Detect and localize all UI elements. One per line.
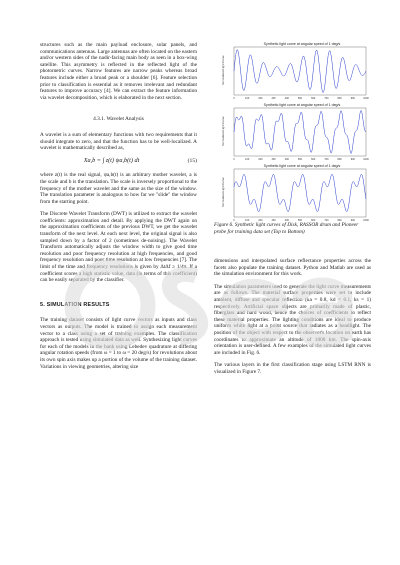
x-tick-label: 0 (233, 219, 235, 222)
figure-svg (220, 40, 370, 220)
x-tick-label: 100 (245, 219, 250, 222)
paragraph: The Discrete Wavelet Transform (DWT) is utilized to extract the wavelet coefficients: approximation and detail. By applying the DWT again on the approximation coefficients of the previous DWT, we get the wavelet transform of the next level. At each next level, the original signal is also sampled down by a factor of 2 (sometimes de-noising). The Wavelet Transform automatically adjusts the window width to give good time resolution and poor frequency resolution at high frequencies, and good frequency resolution and poor time resolution at low frequencies [7]. The limit of the time and frequency resolutions is given by ΔtΔf ≥ 1/4π. If a coefficient scores a high statistic value, data (in terms of this coefficient) can be easily separated by the classifier. (40, 211, 197, 284)
figure-light-curves (220, 40, 370, 235)
paragraph: structures such as the main payload enclosure, solar panels, and communications antennas. Large antennas are often located on the eastern and/or western sides of the nadir-facing main body as seen in a box-wing satellite. This asymmetry is reflected in the reflected light of the photometric curves. Narrow features are narrow peaks whereas broad features include either a broad peak or a shoulder [6]. Feature selection prior to classification is essential as it removes irrelevant and redundant features to improve accuracy [4]. We can extract the feature information via wavelet decomposition, which is elaborated in the next section. (40, 42, 197, 101)
equation-number: (15) (187, 157, 197, 164)
paragraph: The various layers in the first classification stage using LSTM RNN is visualized in Figure 7. (214, 362, 371, 375)
x-tick-label: 500 (297, 158, 303, 161)
equation: Xa,b = ∫ z(t) ψa,b(t) dt (83, 156, 140, 164)
light-curve-line (234, 50, 366, 93)
light-curve-line (234, 174, 366, 211)
x-tick-label: 500 (297, 219, 303, 222)
y-axis-label: Normalized Light Curve (221, 116, 225, 146)
x-tick-label: 400 (284, 97, 289, 100)
x-tick-label: 100 (245, 158, 250, 161)
x-tick-label: 600 (311, 97, 316, 100)
x-tick-label: 300 (271, 97, 276, 100)
x-tick-label: 200 (258, 219, 263, 222)
x-tick-label: 800 (337, 219, 342, 222)
panel-title: Synthetic light curve at angular speed of 1 deg/s (263, 103, 341, 107)
subsection-title: 4.3.1. Wavelet Analysis (93, 116, 144, 123)
panel-title: Synthetic light curve at angular speed of 1 deg/s (263, 164, 341, 168)
x-tick-label: 800 (337, 97, 342, 100)
left-column (40, 42, 197, 376)
x-tick-label: 200 (258, 97, 263, 100)
x-tick-label: 400 (284, 219, 289, 222)
x-tick-label: 400 (284, 158, 289, 161)
paragraph: dimensions and interpolated surface reflectance properties across the facets also populate the training dataset. Python and Matlab are used as the simulation environment for this work. (214, 258, 371, 278)
x-tick-label: 0 (233, 97, 235, 100)
paragraph: A wavelet is a sum of elementary functions with two requirements that it should integrate to zero, and that the function has to be well-localized. A wavelet is mathematically described as, (40, 131, 197, 152)
x-tick-label: 600 (311, 158, 316, 161)
x-tick-label: 1000 (363, 97, 369, 100)
x-tick-label: 900 (350, 97, 355, 100)
plot-frame (234, 169, 366, 217)
x-ticks (233, 158, 369, 161)
x-tick-label: 700 (324, 219, 329, 222)
paragraph: The simulation parameters used to generate the light curve measurements are as follows. The material surface properties were set to include ambient, diffuse and specular reflection (ka = 0.8, kd = 0.1, ks = 1) respectively. Artificial space objects are primarily made of plastic, fiberglass and hard wood, hence the choices of coefficients to reflect these material properties. The lighting conditions are ideal to produce uniform white light at a point source that radiates as a headlight. The position of the object with respect to the observer's location on earth has coordinates to approximate an altitude of 1000 km. The spin-axis orientation is user-defined. A few examples of the simulated light curves are included in Fig. 6. (214, 283, 371, 356)
y-axis-label: Normalized Light Curve (221, 55, 225, 85)
x-tick-label: 0 (233, 158, 235, 161)
x-tick-label: 100 (245, 97, 250, 100)
x-tick-label: 200 (258, 158, 263, 161)
light-curve-panel (221, 103, 369, 161)
light-curve-panel (221, 42, 369, 100)
right-column (214, 258, 371, 382)
x-tick-label: 700 (324, 158, 329, 161)
x-tick-label: 900 (350, 158, 355, 161)
x-tick-label: 800 (337, 158, 342, 161)
x-ticks (233, 97, 369, 100)
x-tick-label: 900 (350, 219, 355, 222)
section-title: 5. SIMULATION RESULTS (40, 301, 110, 308)
paragraph: The training dataset consists of light curve vectors as inputs and class vectors as outputs. The model is trained to assign each measurement vector to a class using a set of training examples. The classification approach is tested using simulated data as well. Synthesizing light curves for each of the models in the bank using Lebedev quadrature at differing angular rotation speeds (from ω = 1 to ω = 20 deg/s) for revolutions about its own spin axis makes up a portion of the volume of the training dataset. Variations in viewing geometries, altering size (40, 317, 197, 370)
x-tick-label: 1000 (363, 219, 369, 222)
paragraph: where z(t) is the real signal, ψa,b(t) is an arbitrary mother wavelet, a is the scale and b is the translation. The scale is inversely proportional to the frequency of the mother wavelet and the same as the size of the window. The translation parameter is analogous to how far we "slide" the window from the starting point. (40, 172, 197, 205)
panel-title: Synthetic light curve at angular speed of 1 deg/s (263, 42, 341, 46)
light-curve-panel (221, 164, 369, 222)
x-tick-label: 300 (271, 158, 276, 161)
y-axis-label: Normalized Light Curve (221, 177, 225, 207)
x-tick-label: 700 (324, 97, 329, 100)
light-curve-line (234, 111, 366, 154)
x-tick-label: 1000 (363, 158, 369, 161)
x-tick-label: 600 (311, 219, 316, 222)
x-tick-label: 300 (271, 219, 276, 222)
figure-caption: Figure 6. Synthetic light curves of Disk, RASSOR drum and Pioneer probe for training data set (Top to Bottom) (214, 222, 359, 235)
equation-block (40, 158, 197, 165)
x-tick-label: 500 (297, 97, 303, 100)
